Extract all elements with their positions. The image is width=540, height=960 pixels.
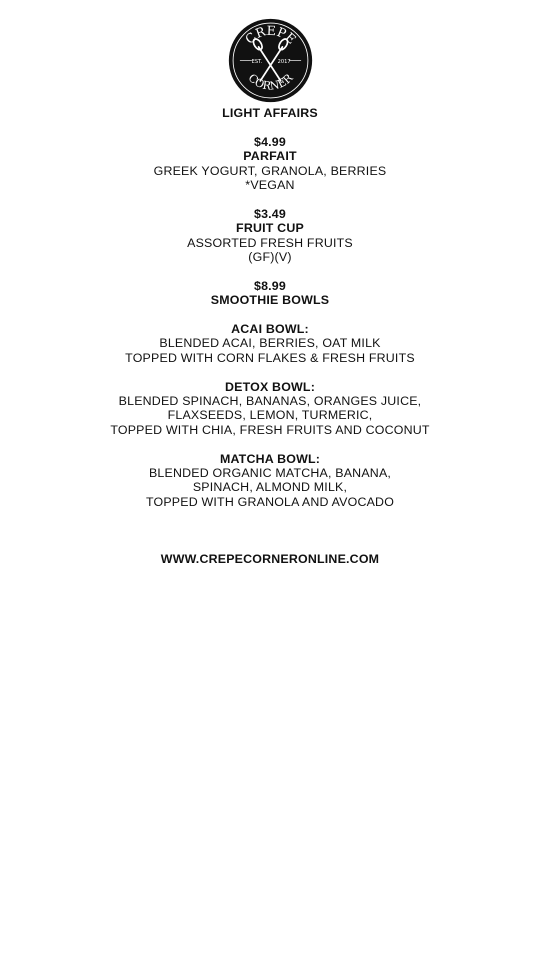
menu-item-fruit-cup	[0, 207, 540, 265]
bowl-description: TOPPED WITH GRANOLA AND AVOCADO	[145, 494, 395, 509]
bowl-detox	[0, 380, 540, 438]
bowl-name: DETOX BOWL:	[224, 379, 316, 394]
crepe-corner-logo	[228, 18, 313, 103]
menu-item-smoothie-bowls	[0, 279, 540, 308]
item-note: *VEGAN	[245, 178, 295, 193]
section-title: LIGHT AFFAIRS	[222, 106, 318, 120]
item-price: $3.49	[253, 206, 286, 221]
bowl-description: TOPPED WITH CHIA, FRESH FRUITS AND COCONUT	[110, 422, 430, 437]
bowl-description: TOPPED WITH CORN FLAKES & FRESH FRUITS	[125, 350, 415, 365]
item-note: (GF)(V)	[248, 250, 292, 265]
item-description: ASSORTED FRESH FRUITS	[187, 235, 353, 250]
bowl-name: MATCHA BOWL:	[219, 451, 321, 466]
logo-top-text: CREPE	[242, 23, 299, 48]
bowl-description: BLENDED ACAI, BERRIES, OAT MILK	[159, 336, 381, 351]
item-price: $4.99	[253, 134, 286, 149]
bowl-description: FLAXSEEDS, LEMON, TURMERIC,	[167, 408, 373, 423]
item-price: $8.99	[253, 278, 286, 293]
item-name: FRUIT CUP	[236, 221, 304, 236]
bowl-matcha	[0, 452, 540, 510]
menu-content	[0, 106, 540, 567]
bowl-acai	[0, 322, 540, 365]
bowl-description: BLENDED SPINACH, BANANAS, ORANGES JUICE,	[118, 394, 422, 409]
bowl-description: SPINACH, ALMOND MILK,	[192, 480, 348, 495]
item-name: PARFAIT	[243, 149, 297, 164]
item-description: GREEK YOGURT, GRANOLA, BERRIES	[153, 163, 387, 178]
logo-year-text: 2017	[277, 59, 291, 66]
item-name: SMOOTHIE BOWLS	[210, 293, 330, 308]
menu-item-parfait	[0, 135, 540, 193]
bowl-description: BLENDED ORGANIC MATCHA, BANANA,	[148, 466, 392, 481]
website-link[interactable]: WWW.CREPECORNERONLINE.COM	[160, 552, 380, 567]
bowl-name: ACAI BOWL:	[231, 322, 309, 337]
logo-bottom-text: CORNER	[245, 71, 296, 93]
logo-est-text: EST.	[251, 59, 263, 66]
